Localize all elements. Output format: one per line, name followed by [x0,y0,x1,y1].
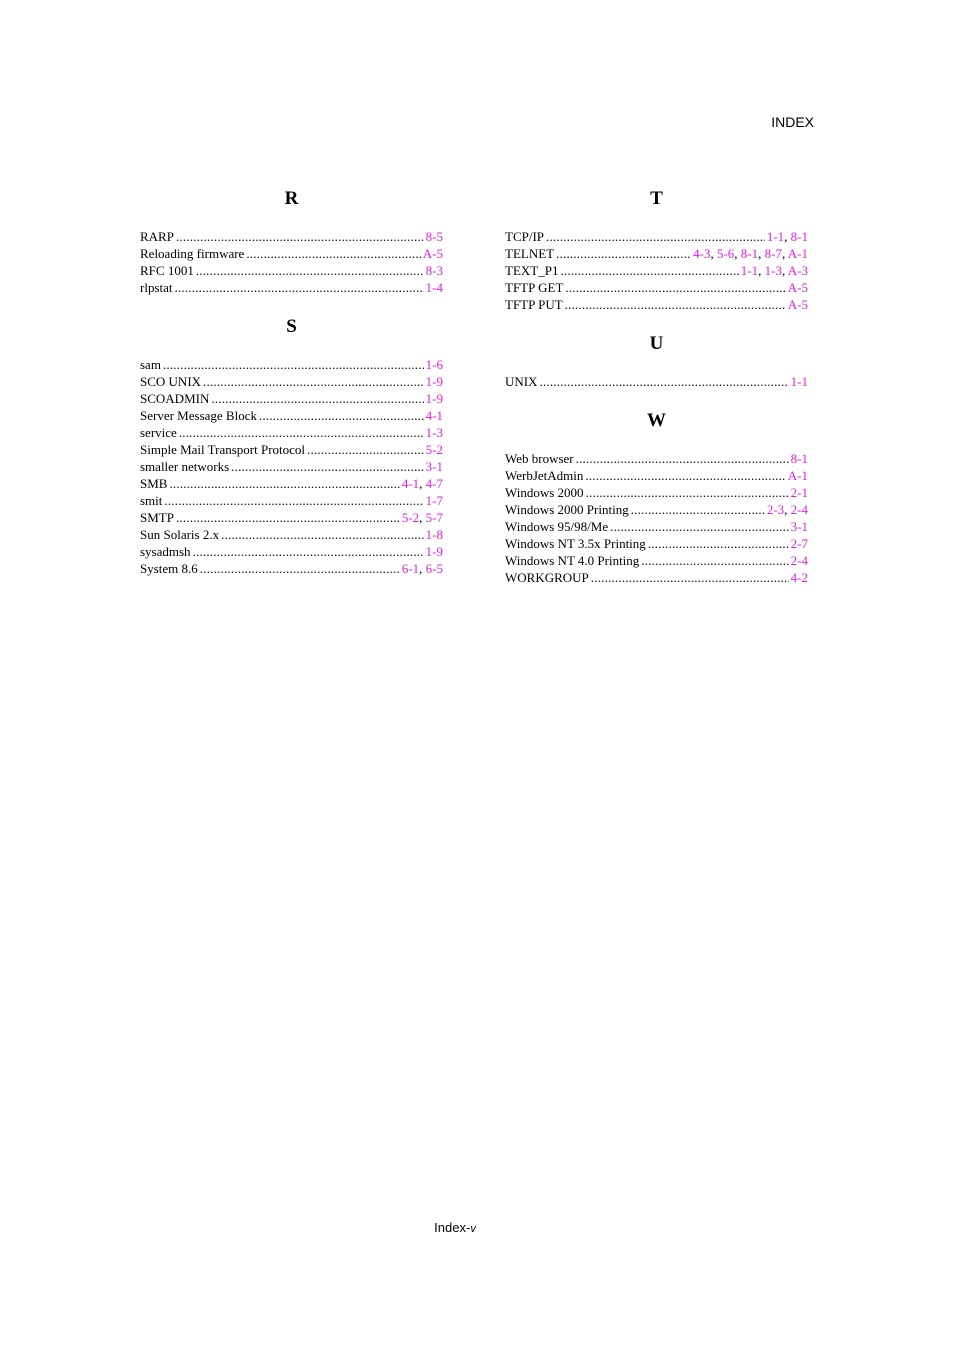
page-ref-link[interactable]: 8-7 [764,246,782,261]
section-letter-heading: S [286,316,297,337]
index-entry [140,245,443,262]
page-ref-link[interactable]: 6-1 [401,561,420,576]
dot-leader [176,228,424,245]
index-entry [140,475,443,492]
index-term: Windows 95/98/Me [505,519,609,534]
page-ref-link[interactable]: 1-1 [740,263,759,278]
index-entry [505,245,808,262]
index-section-u [505,333,808,390]
dot-leader [231,458,423,475]
index-term: Reloading firmware [140,246,245,261]
index-entry [505,262,808,279]
index-entry [505,373,808,390]
index-term: sysadmsh [140,544,191,559]
page-references [402,509,443,526]
page-ref-link[interactable]: 8-5 [425,229,443,244]
page-ref-separator: , [710,246,717,261]
page-ref-link[interactable]: 1-1 [766,229,785,244]
index-term: TEXT_P1 [505,263,559,278]
index-entry [505,296,808,313]
index-entry [140,441,443,458]
page-ref-separator: , [419,476,426,491]
index-term: Windows 2000 [505,485,584,500]
page-references [426,543,443,560]
page-ref-link[interactable]: A-1 [787,246,808,261]
page-ref-link[interactable]: 5-2 [401,510,420,525]
index-term: Web browser [505,451,574,466]
page-ref-separator: , [758,263,765,278]
index-term: System 8.6 [140,561,198,576]
dot-leader [556,245,691,262]
index-entry [505,535,808,552]
page-references [791,450,808,467]
page-references [426,279,443,296]
page-footer [0,1220,910,1235]
index-entry [140,407,443,424]
index-term: smaller networks [140,459,230,474]
index-term: SMB [140,476,168,491]
page-ref-separator: , [784,229,791,244]
index-entry [505,569,808,586]
page-ref-link[interactable]: 1-8 [425,527,443,542]
dot-leader [246,245,420,262]
index-entry [505,467,808,484]
page-references [426,228,443,245]
section-letter-heading: W [647,410,666,431]
page-ref-separator: , [419,561,426,576]
page-ref-link[interactable]: 1-4 [425,280,443,295]
index-entry [140,424,443,441]
index-term: Simple Mail Transport Protocol [140,442,306,457]
index-entry [140,509,443,526]
section-letter-heading: T [650,188,663,209]
index-term: Windows NT 4.0 Printing [505,553,640,568]
index-term: Sun Solaris 2.x [140,527,220,542]
dot-leader [196,262,424,279]
page-ref-link[interactable]: 5-6 [716,246,735,261]
index-entry [140,356,443,373]
page-ref-link[interactable]: 4-2 [790,570,808,585]
section-letter-heading: U [649,333,664,354]
index-section-t [505,188,808,313]
index-entry [140,492,443,509]
dot-leader [641,552,788,569]
index-term: UNIX [505,374,538,389]
index-term: TFTP PUT [505,297,563,312]
page-references [426,492,443,509]
index-term: rlpstat [140,280,173,295]
page-ref-link[interactable]: 3-1 [425,459,443,474]
page-ref-link[interactable]: 8-1 [790,451,808,466]
section-letter-heading: R [284,188,299,209]
page-references [791,552,808,569]
index-entry [505,518,808,535]
index-entry [140,458,443,475]
index-term: service [140,425,177,440]
page-ref-link[interactable]: A-5 [422,246,443,261]
index-term: SMTP [140,510,174,525]
index-term: WerbJetAdmin [505,468,584,483]
page-ref-link[interactable]: 1-3 [425,425,443,440]
page-references [741,262,808,279]
index-term: TFTP GET [505,280,564,295]
page-ref-link[interactable]: 5-2 [425,442,443,457]
page-ref-link[interactable]: 8-1 [740,246,759,261]
page-ref-link[interactable]: 1-6 [425,357,443,372]
page-ref-link[interactable]: 5-7 [425,510,443,525]
page-references [767,228,808,245]
page-references [426,458,443,475]
dot-leader [591,569,789,586]
page-ref-separator: , [781,263,788,278]
dot-leader [211,390,423,407]
dot-leader [576,450,789,467]
page-ref-link[interactable]: 8-1 [790,229,808,244]
index-entry [140,526,443,543]
page-references [402,475,443,492]
page-ref-link[interactable]: 2-3 [766,502,785,517]
dot-leader [546,228,765,245]
index-term: SCOADMIN [140,391,210,406]
page-references [426,441,443,458]
index-term: Windows 2000 Printing [505,502,629,517]
page-ref-link[interactable]: 2-1 [790,485,808,500]
page-references [426,373,443,390]
index-column-left [140,188,443,597]
page-references [791,484,808,501]
dot-leader [203,373,424,390]
index-entry [140,373,443,390]
index-term: TCP/IP [505,229,545,244]
page-ref-link[interactable]: 2-7 [790,536,808,551]
page-references [426,407,443,424]
page-references [402,560,443,577]
dot-leader [164,492,423,509]
index-term: TELNET [505,246,555,261]
dot-leader [610,518,789,535]
index-entry [140,228,443,245]
page-references [791,535,808,552]
page-ref-link[interactable]: A-3 [787,263,808,278]
index-term: SCO UNIX [140,374,202,389]
page-ref-link[interactable]: 4-1 [401,476,420,491]
index-entry [505,501,808,518]
page-references [791,373,808,390]
index-entry [505,228,808,245]
page-ref-link[interactable]: 4-3 [693,246,711,261]
dot-leader [221,526,424,543]
page-references [426,262,443,279]
index-term: RARP [140,229,174,244]
dot-leader [176,509,400,526]
page-ref-link[interactable]: 1-3 [764,263,782,278]
page-references [423,245,443,262]
page-ref-link[interactable]: A-5 [787,297,808,312]
dot-leader [307,441,424,458]
index-section-r [140,188,443,296]
page-references [426,424,443,441]
page-ref-link[interactable]: 6-5 [425,561,443,576]
page-ref-link[interactable]: 4-1 [425,408,443,423]
index-term: RFC 1001 [140,263,194,278]
page-references [426,390,443,407]
dot-leader [585,467,785,484]
running-header: INDEX [771,114,814,130]
page-ref-link[interactable]: 2-4 [790,502,808,517]
index-term: sam [140,357,161,372]
page-references [426,356,443,373]
dot-leader [193,543,424,560]
index-entry [505,552,808,569]
page-ref-link[interactable]: 4-7 [425,476,443,491]
page-references [791,569,808,586]
index-entry [140,390,443,407]
page-ref-separator: , [781,246,788,261]
page-ref-link[interactable]: 2-4 [790,553,808,568]
page-references [788,279,808,296]
dot-leader [163,356,424,373]
page-references [788,296,808,313]
dot-leader [631,501,765,518]
index-entry [140,560,443,577]
page-references [788,467,808,484]
page-ref-link[interactable]: 1-9 [425,374,443,389]
page-ref-separator: , [734,246,741,261]
dot-leader [565,296,786,313]
page-ref-link[interactable]: 1-1 [790,374,808,389]
index-entry [140,262,443,279]
page-ref-link[interactable]: A-5 [787,280,808,295]
dot-leader [179,424,424,441]
page-ref-separator: , [758,246,765,261]
dot-leader [200,560,400,577]
page-references [693,245,808,262]
dot-leader [560,262,738,279]
page-ref-link[interactable]: 3-1 [790,519,808,534]
page-ref-separator: , [784,502,791,517]
dot-leader [169,475,399,492]
page-ref-link[interactable]: A-1 [787,468,808,483]
dot-leader [565,279,785,296]
index-entry [140,279,443,296]
index-term: WORKGROUP [505,570,589,585]
page-ref-link[interactable]: 1-7 [425,493,443,508]
page-references [791,518,808,535]
footer-label: Index- [434,1220,471,1235]
page-ref-link[interactable]: 1-9 [425,391,443,406]
footer-page-number: v [470,1223,476,1235]
page-ref-link[interactable]: 1-9 [425,544,443,559]
page-references [426,526,443,543]
dot-leader [259,407,424,424]
index-entry [505,484,808,501]
index-section-s [140,316,443,577]
index-term: Server Message Block [140,408,257,423]
index-entry [505,279,808,296]
index-section-w [505,410,808,586]
index-term: Windows NT 3.5x Printing [505,536,646,551]
page-references [767,501,808,518]
index-term: smit [140,493,163,508]
dot-leader [648,535,789,552]
index-column-right [505,188,808,606]
index-entry [505,450,808,467]
dot-leader [175,279,424,296]
page-ref-link[interactable]: 8-3 [425,263,443,278]
dot-leader [586,484,789,501]
dot-leader [540,373,789,390]
index-entry [140,543,443,560]
page-ref-separator: , [419,510,426,525]
